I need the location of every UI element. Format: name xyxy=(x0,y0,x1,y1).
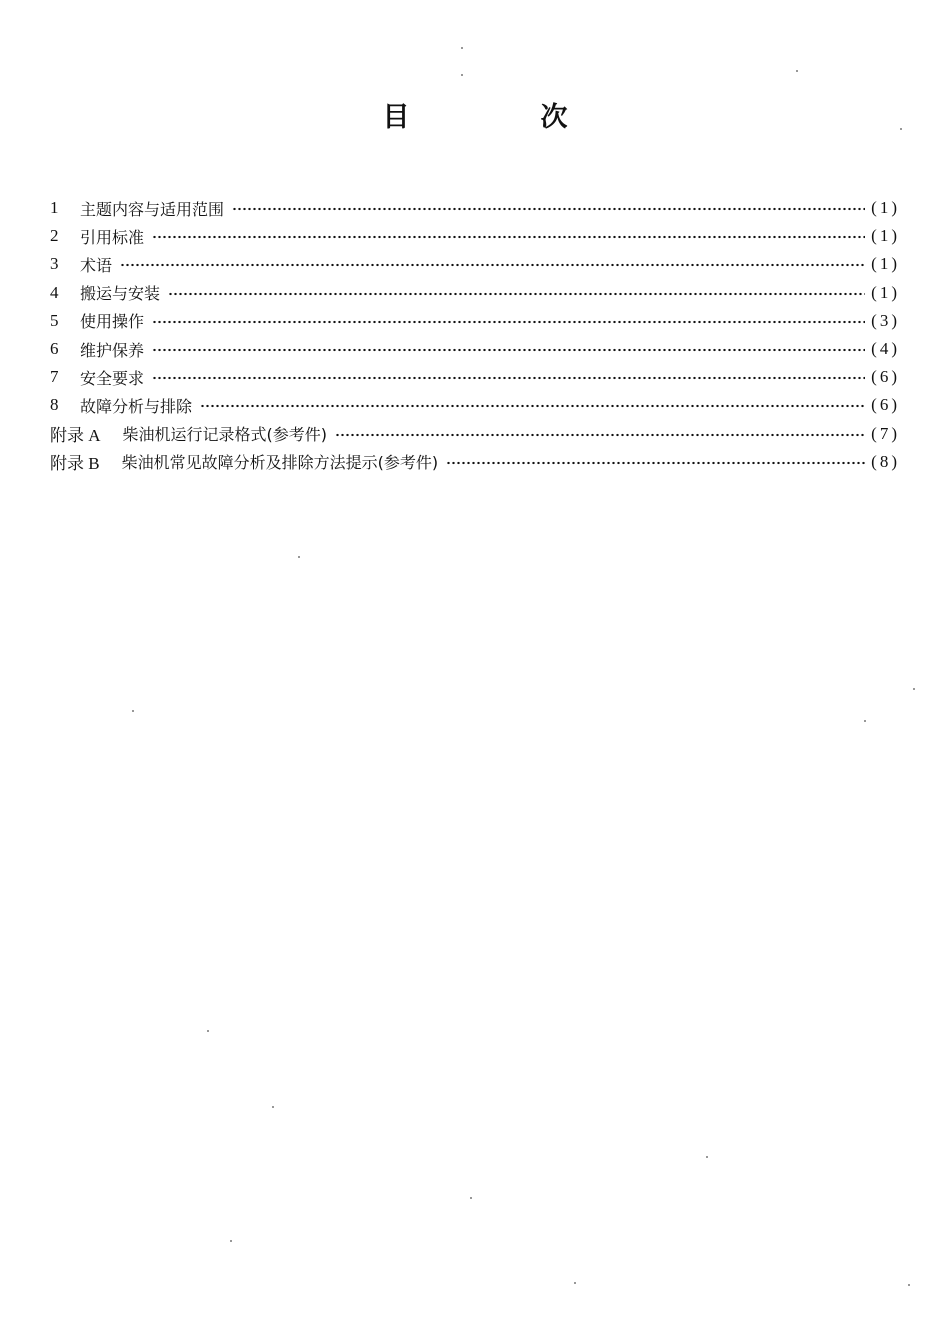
toc-entry-number: 8 xyxy=(50,395,59,415)
scan-speck xyxy=(908,1284,910,1286)
toc-entry-number: 7 xyxy=(50,367,59,387)
toc-entry-6[interactable] xyxy=(50,335,900,363)
table-of-contents xyxy=(50,194,900,476)
dot-leader xyxy=(152,348,865,352)
toc-entry-8[interactable] xyxy=(50,391,900,419)
toc-entry-number: 1 xyxy=(50,198,59,218)
toc-entry-page: (1) xyxy=(871,254,900,274)
scan-speck xyxy=(230,1240,232,1242)
toc-entry-label: 故障分析与排除 xyxy=(80,396,193,416)
toc-entry-number: 附录 A xyxy=(50,426,101,446)
toc-entry-label: 使用操作 xyxy=(80,312,145,332)
dot-leader xyxy=(152,235,865,239)
scan-speck xyxy=(796,70,798,72)
toc-entry-label: 引用标准 xyxy=(80,227,145,247)
toc-entry-page: (6) xyxy=(871,395,900,415)
toc-entry-number: 5 xyxy=(50,310,59,330)
toc-entry-page: (3) xyxy=(871,310,900,330)
toc-entry-label: 维护保养 xyxy=(80,340,145,360)
toc-entry-page: (7) xyxy=(871,423,900,443)
scan-speck xyxy=(207,1030,209,1032)
scan-speck xyxy=(864,720,866,722)
scan-speck xyxy=(913,688,915,690)
dot-leader xyxy=(168,292,865,296)
toc-entry-4[interactable] xyxy=(50,279,900,307)
toc-entry-appendix-b[interactable] xyxy=(50,448,900,476)
toc-entry-label: 安全要求 xyxy=(80,368,145,388)
toc-entry-5[interactable] xyxy=(50,307,900,335)
toc-entry-appendix-a[interactable] xyxy=(50,420,900,448)
toc-entry-label: 柴油机常见故障分析及排除方法提示(参考件) xyxy=(121,453,439,473)
toc-entry-label: 主题内容与适用范围 xyxy=(80,199,225,219)
toc-entry-number: 6 xyxy=(50,339,59,359)
toc-entry-number: 4 xyxy=(50,282,59,302)
toc-entry-page: (1) xyxy=(871,282,900,302)
scan-speck xyxy=(706,1156,708,1158)
scan-speck xyxy=(298,556,300,558)
scan-speck xyxy=(132,710,134,712)
toc-entry-label: 柴油机运行记录格式(参考件) xyxy=(122,425,328,445)
toc-entry-label: 搬运与安装 xyxy=(80,284,161,304)
toc-entry-number: 2 xyxy=(50,226,59,246)
toc-entry-page: (4) xyxy=(871,339,900,359)
toc-entry-page: (6) xyxy=(871,367,900,387)
toc-entry-label: 术语 xyxy=(80,255,113,275)
scan-speck xyxy=(461,47,463,49)
toc-entry-page: (8) xyxy=(871,451,900,471)
dot-leader xyxy=(200,404,865,408)
scan-speck xyxy=(900,128,902,130)
dot-leader xyxy=(232,207,865,211)
scan-speck xyxy=(461,74,463,76)
scan-speck xyxy=(272,1106,274,1108)
page-title: 目 次 xyxy=(382,102,620,133)
toc-entry-page: (1) xyxy=(871,226,900,246)
toc-entry-1[interactable] xyxy=(50,194,900,222)
toc-entry-3[interactable] xyxy=(50,250,900,278)
scan-speck xyxy=(574,1282,576,1284)
scan-speck xyxy=(470,1197,472,1199)
dot-leader xyxy=(152,376,865,380)
toc-entry-number: 附录 B xyxy=(50,454,100,474)
dot-leader xyxy=(335,433,865,437)
dot-leader xyxy=(120,263,865,267)
toc-entry-page: (1) xyxy=(871,198,900,218)
toc-entry-number: 3 xyxy=(50,254,59,274)
dot-leader xyxy=(152,320,865,324)
toc-entry-2[interactable] xyxy=(50,222,900,250)
dot-leader xyxy=(446,461,865,465)
toc-entry-7[interactable] xyxy=(50,363,900,391)
